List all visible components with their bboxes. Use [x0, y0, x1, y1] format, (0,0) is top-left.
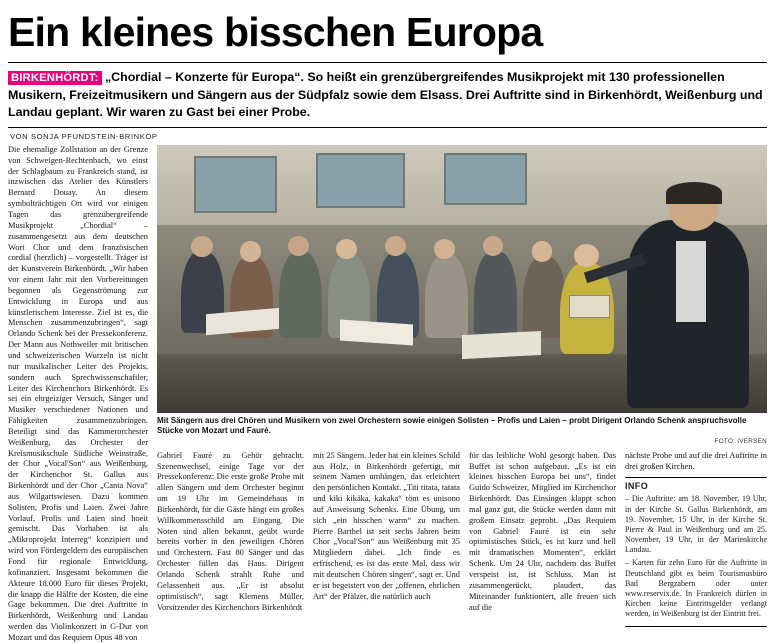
column-4-text: für das leibliche Wohl gesorgt haben. Das Buffet ist schon aufgebaut. „Es ist ein kleines bisschen Europa bei uns“, findet Guido Schweizer, Mitglied im Kirchenchor Birkenhördt. Das Einsingen klappt schon mal ganz gut, die Stücke werden dann mit großem Einsatz geprobt. „Das Requiem von Gabriel Fauré ist ein sehr optimistisches Stück, es ist kurz und hell mit dramatischen Momenten“, erklärt Schenk. Um 24 Uhr, nachdem das Buffet verspeist ist, ist Schluss. Man ist zusammengerückt, plaudert, das Miteinander funktioniert, alle freuen sich auf die	[469, 450, 616, 612]
photo-name-sign	[569, 295, 611, 318]
photo-person-head	[336, 239, 357, 259]
article-body	[8, 145, 767, 644]
photo-person	[279, 252, 322, 338]
photo-person-head	[434, 239, 455, 259]
column-3-text: mit 25 Sängern. Jeder hat ein kleines Schild aus Holz, in Birkenhördt gefertigt, mit seinem Namen umhängen, das erleichtert den persönlichen Kontakt. „Titi titata, tatata und kiki kikäka, kakaka“ tönt es unisono auf Anweisung Schenks. Eine Übung, um sich „ein bisschen warm“ zu machen. Pierre Barthel ist seit sechs Jahren beim Chor „Vocal'Son“ aus Weißenburg mit 35 Mitgliedern dabei. „Ich finde es erfrischend, es ist das erste Mal, dass wir mit deutschen Chören singen“, sagt er. Und er ist begeistert von der „offenen, ehrlichen Art“ der Pfälzer, die natürlich auch	[313, 450, 460, 601]
text-column-1	[8, 145, 148, 644]
photo-music-stand	[462, 330, 541, 358]
divider-top	[8, 62, 767, 63]
article-kicker	[8, 69, 767, 122]
info-intro-text: nächste Probe und auf die drei Auftritte in drei großen Kirchen.	[625, 450, 767, 471]
info-item: – Die Auftritte: am 18. November, 19 Uhr, in der Kirche St. Gallus Birkenhördt, am 19. November, 15 Uhr, in der Kirche St. Pierre & Paul in Weißenburg und am 25. November, 19 Uhr, in der Marienkirche Landau.	[625, 494, 767, 555]
photo-person	[425, 255, 468, 338]
photo-and-lower-columns	[157, 145, 767, 627]
article-photo	[157, 145, 767, 413]
info-item: – Karten für zehn Euro für die Auftritte in Deutschland gibt es beim Tourismusbüro Bad Bergzabern oder unter www.reservix.de. In Frankreich dürfen in Kirchen keine Eintrittsgelder verlangt werden, in Weißenburg ist der Eintritt frei.	[625, 558, 767, 619]
photo-person-head	[288, 236, 309, 256]
photo-conductor-shirt	[676, 241, 707, 321]
kicker-text: „Chordial – Konzerte für Europa“. So heißt ein grenzübergreifendes Musikprojekt mit 130 professionellen Musikern, Freizeitmusikern und Sängern aus der Südpfalz sowie dem Elsass. Drei Auftritte sind in Birkenhördt, Weißenburg und Landau geplant. Wir waren zu Gast bei einer Probe.	[8, 69, 763, 120]
photo-person-head	[574, 244, 598, 267]
column-2-text: Gabriel Fauré zu Gehör gebracht. Szenenwechsel, einige Tage vor der Pressekonferenz: Die erste große Probe mit allen Sängern und dem Orchester beginnt um 19 Uhr im Gemeindehaus in Birkenhördt, für die Gäste hängt ein großes Willkommensschild am Eingang. Die Noten sind allen bekannt, geübt wurde bereits vorher in den jeweiligen Chören und Orchestern. Fast 80 Sänger und das Orchester füllen das Haus. Dirigent Orlando Schenk strahlt Ruhe und Gelassenheit aus. „Er ist absolut optimistisch“, sagt Klemens Müller, Vorsitzender des Kirchenchors Birkenhördt	[157, 450, 304, 612]
byline: VON SONJA PFUNDSTEIN-BRINKOP	[10, 131, 158, 141]
photo-window-mid	[316, 153, 405, 208]
photo-block	[157, 145, 767, 445]
text-column-3	[313, 451, 460, 628]
info-title: INFO	[625, 481, 649, 492]
photo-person	[474, 252, 517, 338]
info-column	[625, 451, 767, 628]
lower-columns	[157, 451, 767, 628]
column-1-text: Die ehemalige Zollstation an der Grenze von Schweigen-Rechtenbach, wo einst der Schlagbaum zu Frankreich stand, ist inzwischen das Atelier des Künstlers Bernard Douay. An diesem symbolträchtigen Ort wird vor einigen Tagen das grenzübergreifende Musikprojekt „Chordial“ – zusammengesetzt aus dem deutschen Wort Chor und dem französischen cordial (herzlich) – vorgestellt. Träger ist der Kunstverein Birkenhördt. „Wir haben vor einem Jahr mit den Vorbereitungen begonnen als Gegenströmung zur Entwicklung in Europa und aus künstlerischem Interesse. Ziel ist es, die Menschen zusammenzubringen“, sagt Orlando Schenk bei der Pressekonferenz. Der Mann aus Nothweiler mit britischen und schweizerischen Wurzeln ist nicht nur musikalischer Leiter des Projekts, sondern auch Sprechwissenschaftler, Leiter des Kirchenchors Birkenhördt. Es sei ein ehrgeiziger Versuch, Sänger und Musiker verschiedener Nationen und Fähigkeiten zusammenzubringen. Beteiligt sind das Kammerorchester Weißenburg, das Orchester der Kreismusikschule Südliche Weinstraße, der Chor „Vocal'Son“ aus Weißenburg, der Kirchenchor St. Gallus aus Birkenhördt und der Chor „Canta Nova“ aus Wilgartswiesen. Dazu kommen Solisten, Profis und Laien. Zwei Jahre Vorlauf, Profis und Laien sind hoeit gemischt. Das Vorhaben ist als „Mikroprojekt Interreg“ konzipiert und wird von Fördergeldern des europäischen Fond für regionale Entwicklung, kofinanziert. Insgesamt bekommen die Akteure 18.000 Euro für dieses Projekt, die knapp die Hälfte der Kosten, die eine Gage bekommen. Die drei Auftritte in Birkenhördt, Weißenburg und Landau werden das Violinkonzert in G-Dur von Mozart und das Requiem Opus 48 von	[8, 144, 148, 642]
photo-window-right	[444, 153, 527, 205]
text-column-4	[469, 451, 616, 628]
photo-credit: FOTO: IVERSEN	[714, 437, 767, 445]
divider-under-kicker	[8, 127, 767, 128]
photo-window-left	[194, 156, 277, 214]
text-column-2	[157, 451, 304, 628]
info-box	[625, 477, 767, 627]
photo-caption: Mit Sängern aus drei Chören und Musikern von zwei Orchestern sowie einigen Solisten – Profis und Laien – probt Dirigent Orlando Schenk anspruchsvolle Stücke von Mozart und Fauré.	[157, 415, 747, 436]
photo-person-head	[240, 241, 261, 261]
photo-conductor-hair	[666, 182, 722, 203]
page-title: Ein kleines bisschen Europa	[8, 9, 543, 55]
kicker-location-tag: BIRKENHÖRDT:	[8, 71, 102, 85]
photo-person-head	[532, 241, 553, 261]
photo-person-head	[385, 236, 406, 256]
